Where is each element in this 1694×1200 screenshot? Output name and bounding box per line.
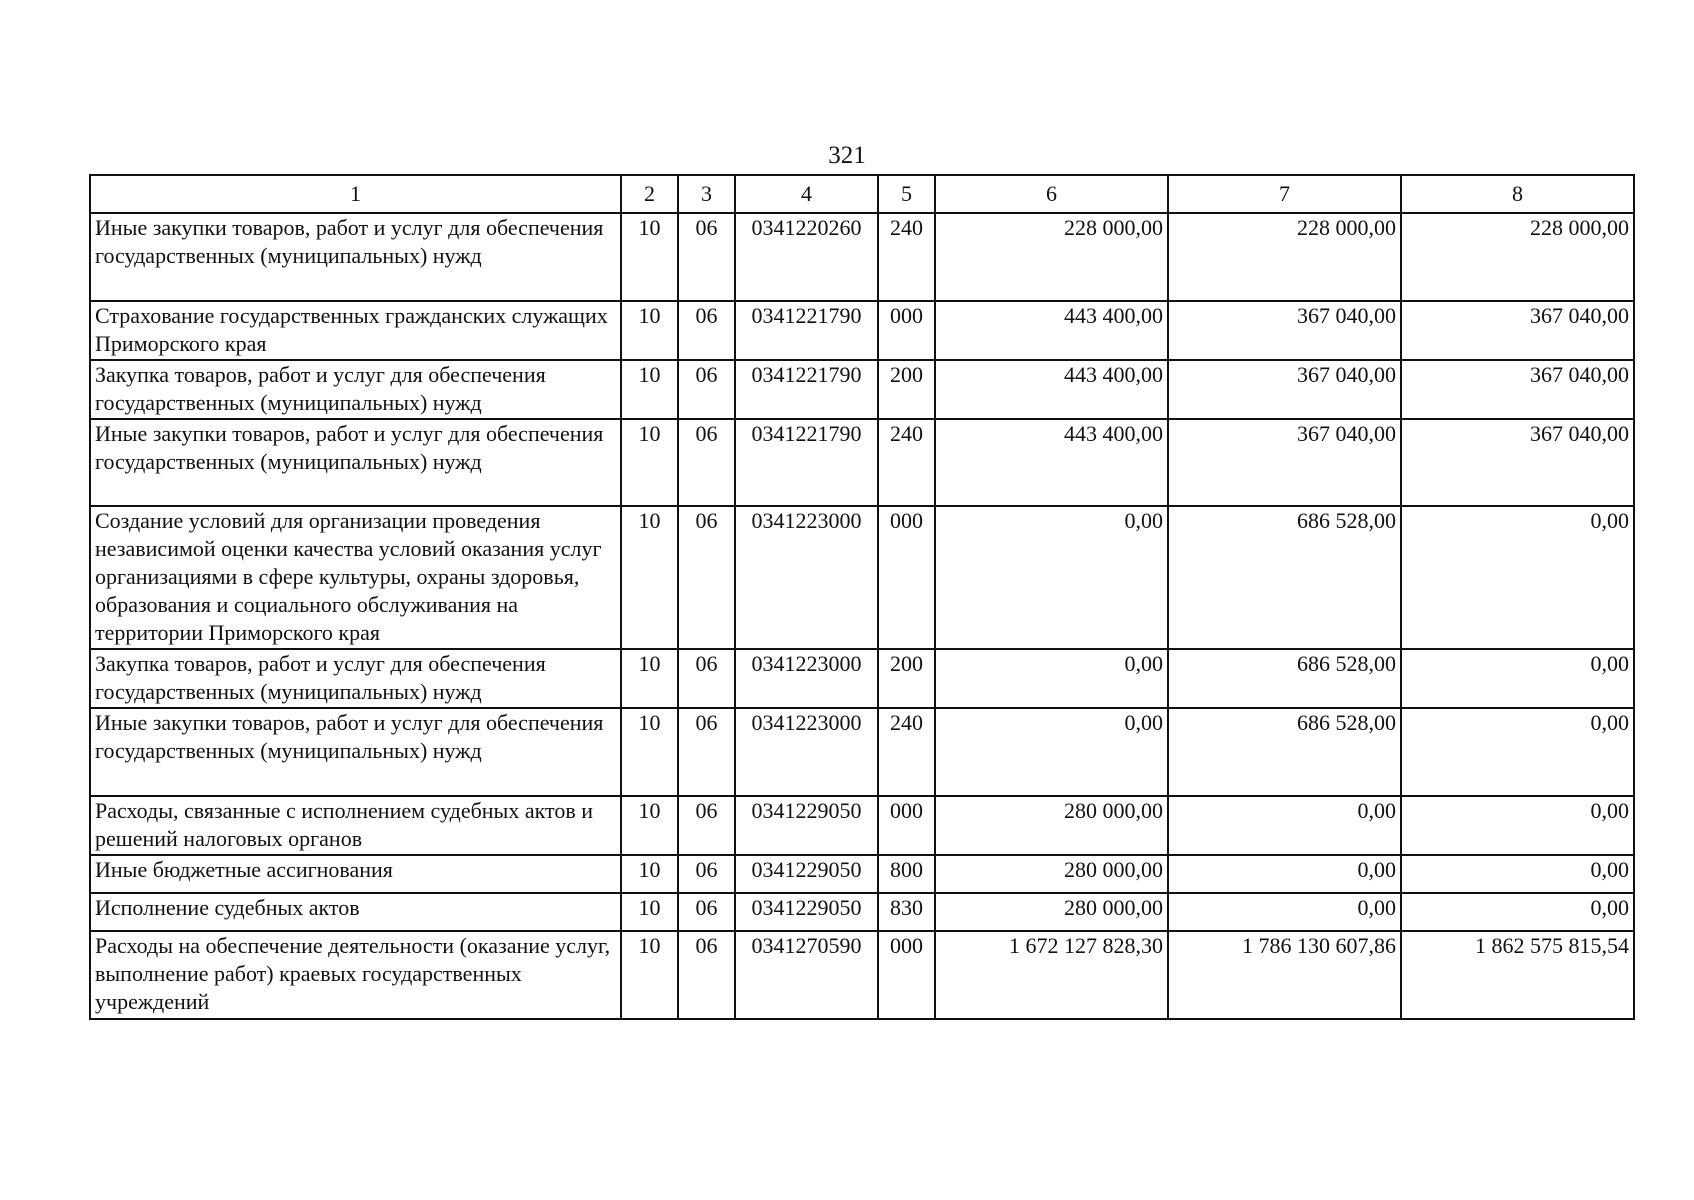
row-section: 10 <box>621 649 678 708</box>
row-amount-6: 228 000,00 <box>935 213 1168 301</box>
row-amount-8: 367 040,00 <box>1401 301 1634 360</box>
row-target-code: 0341223000 <box>735 708 878 796</box>
row-amount-7: 1 786 130 607,86 <box>1168 931 1401 1019</box>
row-amount-6: 443 400,00 <box>935 419 1168 506</box>
row-section: 10 <box>621 419 678 506</box>
row-amount-6: 280 000,00 <box>935 855 1168 893</box>
column-header-1: 1 <box>90 175 621 213</box>
row-expense-type: 830 <box>878 893 935 931</box>
row-amount-7: 686 528,00 <box>1168 708 1401 796</box>
row-target-code: 0341221790 <box>735 301 878 360</box>
table-row <box>90 855 1634 893</box>
row-target-code: 0341221790 <box>735 419 878 506</box>
row-subsection: 06 <box>678 506 735 649</box>
row-amount-8: 0,00 <box>1401 855 1634 893</box>
row-amount-7: 0,00 <box>1168 893 1401 931</box>
row-expense-type: 000 <box>878 796 935 855</box>
row-target-code: 0341221790 <box>735 360 878 419</box>
row-subsection: 06 <box>678 419 735 506</box>
row-amount-6: 0,00 <box>935 708 1168 796</box>
row-name: Иные бюджетные ассигнования <box>90 855 621 893</box>
row-subsection: 06 <box>678 931 735 1019</box>
column-header-4: 4 <box>735 175 878 213</box>
row-section: 10 <box>621 360 678 419</box>
row-amount-7: 367 040,00 <box>1168 301 1401 360</box>
row-amount-6: 0,00 <box>935 506 1168 649</box>
row-amount-8: 0,00 <box>1401 506 1634 649</box>
column-header-3: 3 <box>678 175 735 213</box>
row-expense-type: 800 <box>878 855 935 893</box>
table-row <box>90 506 1634 649</box>
row-amount-6: 443 400,00 <box>935 301 1168 360</box>
row-name: Расходы, связанные с исполнением судебных актов и решений налоговых органов <box>90 796 621 855</box>
row-section: 10 <box>621 931 678 1019</box>
row-subsection: 06 <box>678 708 735 796</box>
row-amount-8: 228 000,00 <box>1401 213 1634 301</box>
column-header-2: 2 <box>621 175 678 213</box>
row-amount-8: 367 040,00 <box>1401 419 1634 506</box>
row-amount-8: 0,00 <box>1401 649 1634 708</box>
row-target-code: 0341229050 <box>735 893 878 931</box>
table-row <box>90 708 1634 796</box>
row-name: Исполнение судебных актов <box>90 893 621 931</box>
row-section: 10 <box>621 796 678 855</box>
column-header-8: 8 <box>1401 175 1634 213</box>
row-amount-6: 280 000,00 <box>935 893 1168 931</box>
row-amount-7: 686 528,00 <box>1168 506 1401 649</box>
row-subsection: 06 <box>678 796 735 855</box>
row-subsection: 06 <box>678 855 735 893</box>
row-name: Иные закупки товаров, работ и услуг для обеспечения государственных (муниципальных) нужд <box>90 419 621 506</box>
row-section: 10 <box>621 506 678 649</box>
table-row <box>90 931 1634 1019</box>
row-expense-type: 240 <box>878 213 935 301</box>
column-header-7: 7 <box>1168 175 1401 213</box>
row-name: Расходы на обеспечение деятельности (оказание услуг, выполнение работ) краевых государственных учреждений <box>90 931 621 1019</box>
table-row <box>90 796 1634 855</box>
row-target-code: 0341229050 <box>735 796 878 855</box>
row-target-code: 0341220260 <box>735 213 878 301</box>
row-name: Иные закупки товаров, работ и услуг для обеспечения государственных (муниципальных) нужд <box>90 708 621 796</box>
row-amount-8: 0,00 <box>1401 893 1634 931</box>
row-expense-type: 240 <box>878 708 935 796</box>
row-expense-type: 000 <box>878 301 935 360</box>
row-amount-8: 0,00 <box>1401 796 1634 855</box>
row-subsection: 06 <box>678 649 735 708</box>
column-header-6: 6 <box>935 175 1168 213</box>
row-name: Иные закупки товаров, работ и услуг для обеспечения государственных (муниципальных) нужд <box>90 213 621 301</box>
row-target-code: 0341229050 <box>735 855 878 893</box>
row-name: Создание условий для организации проведения независимой оценки качества условий оказания услуг организациями в сфере культуры, охраны здоровья, образования и социального обслуживания на территории Приморского края <box>90 506 621 649</box>
row-section: 10 <box>621 893 678 931</box>
row-amount-8: 1 862 575 815,54 <box>1401 931 1634 1019</box>
table-row <box>90 419 1634 506</box>
budget-table <box>89 174 1635 1020</box>
table-row <box>90 893 1634 931</box>
row-amount-6: 0,00 <box>935 649 1168 708</box>
row-amount-7: 367 040,00 <box>1168 419 1401 506</box>
row-section: 10 <box>621 301 678 360</box>
row-expense-type: 240 <box>878 419 935 506</box>
row-subsection: 06 <box>678 301 735 360</box>
row-name: Закупка товаров, работ и услуг для обеспечения государственных (муниципальных) нужд <box>90 360 621 419</box>
row-amount-7: 686 528,00 <box>1168 649 1401 708</box>
row-subsection: 06 <box>678 893 735 931</box>
page-number: 321 <box>828 142 866 169</box>
row-amount-8: 367 040,00 <box>1401 360 1634 419</box>
row-name: Страхование государственных гражданских служащих Приморского края <box>90 301 621 360</box>
row-target-code: 0341223000 <box>735 649 878 708</box>
row-section: 10 <box>621 708 678 796</box>
row-subsection: 06 <box>678 213 735 301</box>
row-expense-type: 200 <box>878 360 935 419</box>
row-amount-6: 280 000,00 <box>935 796 1168 855</box>
table-row <box>90 360 1634 419</box>
table-row <box>90 649 1634 708</box>
row-amount-7: 367 040,00 <box>1168 360 1401 419</box>
row-amount-7: 228 000,00 <box>1168 213 1401 301</box>
row-amount-8: 0,00 <box>1401 708 1634 796</box>
column-header-5: 5 <box>878 175 935 213</box>
row-expense-type: 000 <box>878 506 935 649</box>
row-expense-type: 000 <box>878 931 935 1019</box>
row-amount-6: 1 672 127 828,30 <box>935 931 1168 1019</box>
row-section: 10 <box>621 855 678 893</box>
table-row <box>90 213 1634 301</box>
row-expense-type: 200 <box>878 649 935 708</box>
row-target-code: 0341270590 <box>735 931 878 1019</box>
row-amount-6: 443 400,00 <box>935 360 1168 419</box>
row-target-code: 0341223000 <box>735 506 878 649</box>
row-subsection: 06 <box>678 360 735 419</box>
row-amount-7: 0,00 <box>1168 855 1401 893</box>
table-row <box>90 301 1634 360</box>
table-header-row <box>90 175 1634 213</box>
row-amount-7: 0,00 <box>1168 796 1401 855</box>
row-section: 10 <box>621 213 678 301</box>
row-name: Закупка товаров, работ и услуг для обеспечения государственных (муниципальных) нужд <box>90 649 621 708</box>
